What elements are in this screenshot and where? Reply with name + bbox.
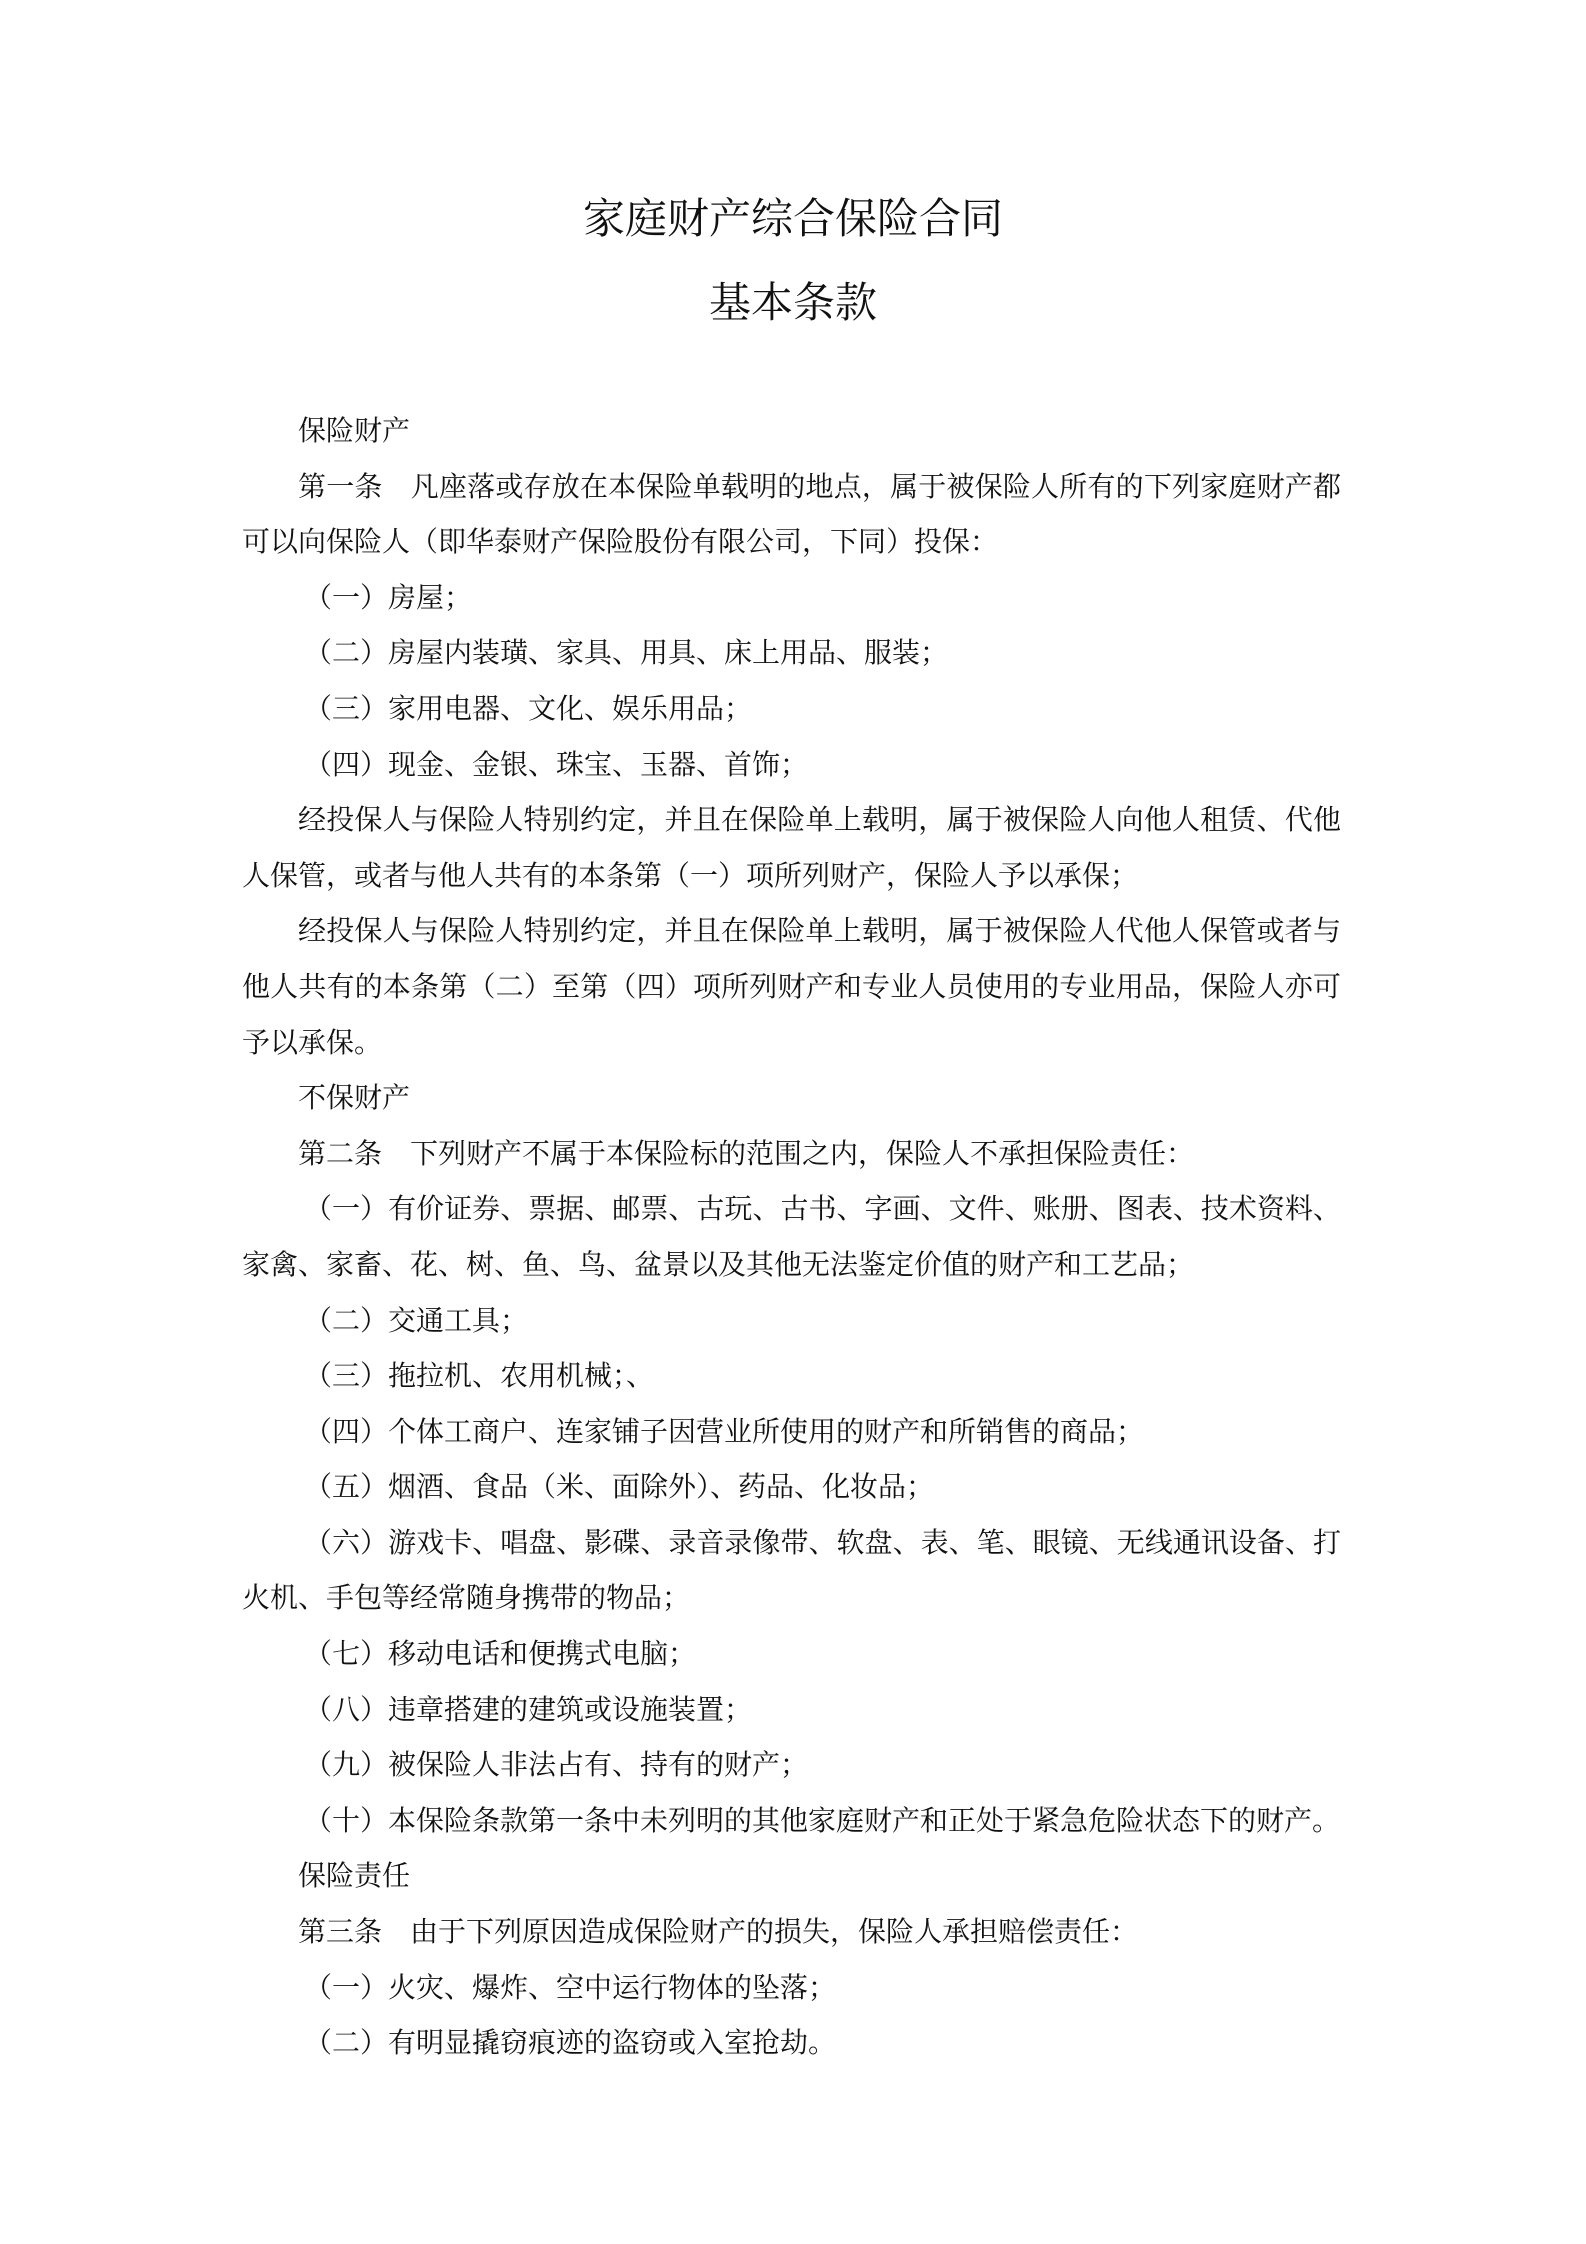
clause-paragraph: 第一条 凡座落或存放在本保险单载明的地点，属于被保险人所有的下列家庭财产都可以向保险人（即华泰财产保险股份有限公司，下同）投保： xyxy=(242,469,1341,559)
list-item: （四）现金、金银、珠宝、玉器、首饰； xyxy=(304,747,809,781)
list-item: （八）违章搭建的建筑或设施装置； xyxy=(304,1692,753,1726)
list-item: （一）火灾、爆炸、空中运行物体的坠落； xyxy=(304,1970,837,2004)
list-item: （四）个体工商户、连家铺子因营业所使用的财产和所销售的商品； xyxy=(304,1414,1145,1448)
document-subtitle: 基本条款 xyxy=(708,278,877,327)
list-item: （九）被保险人非法占有、持有的财产； xyxy=(304,1748,809,1782)
list-item: （一）有价证券、票据、邮票、古玩、古书、字画、文件、账册、图表、技术资料、家禽、家畜、花、树、鱼、鸟、盆景以及其他无法鉴定价值的财产和工艺品； xyxy=(242,1192,1341,1281)
clause-paragraph: 经投保人与保险人特别约定，并且在保险单上载明，属于被保险人向他人租赁、代他人保管，或者与他人共有的本条第（一）项所列财产，保险人予以承保； xyxy=(242,803,1341,892)
section-heading: 保险责任 xyxy=(298,1859,411,1893)
section-heading: 不保财产 xyxy=(298,1081,411,1115)
document-body xyxy=(242,403,1341,2071)
list-item: （五）烟酒、食品（米、面除外）、药品、化妆品； xyxy=(304,1470,935,1504)
clause-paragraph: 第三条 由于下列原因造成保险财产的损失，保险人承担赔偿责任： xyxy=(298,1915,1139,1949)
list-item: （十）本保险条款第一条中未列明的其他家庭财产和正处于紧急危险状态下的财产。 xyxy=(304,1803,1341,1837)
list-item: （二）交通工具； xyxy=(304,1303,529,1337)
list-item: （二）有明显撬窃痕迹的盗窃或入室抢劫。 xyxy=(304,2026,837,2060)
clause-paragraph: 第二条 下列财产不属于本保险标的范围之内，保险人不承担保险责任： xyxy=(298,1136,1195,1170)
list-item: （六）游戏卡、唱盘、影碟、录音录像带、软盘、表、笔、眼镜、无线通讯设备、打火机、手包等经常随身携带的物品； xyxy=(242,1525,1341,1615)
clause-paragraph: 经投保人与保险人特别约定，并且在保险单上载明，属于被保险人代他人保管或者与他人共有的本条第（二）至第（四）项所列财产和专业人员使用的专业用品，保险人亦可予以承保。 xyxy=(242,914,1341,1059)
list-item: （一）房屋； xyxy=(304,580,473,614)
document-title: 家庭财产综合保险合同 xyxy=(582,194,1003,243)
list-item: （二）房屋内装璜、家具、用具、床上用品、服装； xyxy=(304,636,949,670)
section-heading: 保险财产 xyxy=(298,414,411,447)
list-item: （三）拖拉机、农用机械；、 xyxy=(304,1359,655,1393)
list-item: （三）家用电器、文化、娱乐用品； xyxy=(304,691,753,725)
list-item: （七）移动电话和便携式电脑； xyxy=(304,1637,697,1671)
